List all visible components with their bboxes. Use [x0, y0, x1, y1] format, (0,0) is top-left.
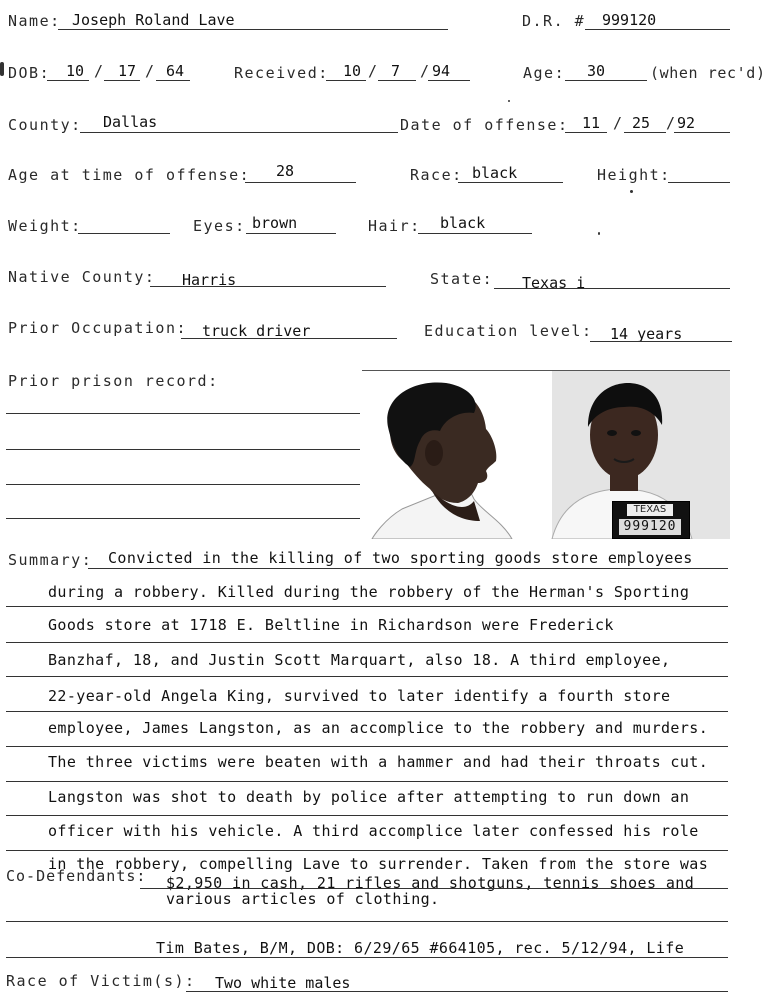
dob-day: 17 — [118, 62, 137, 80]
age-value: 30 — [587, 62, 606, 80]
summary-rule — [88, 568, 728, 569]
victims-line — [186, 991, 728, 992]
offense-day-line — [624, 132, 666, 133]
dob-slash-2: / — [145, 62, 156, 80]
height-label: Height: — [597, 166, 671, 184]
race-value: black — [472, 164, 518, 182]
native-county-value: Harris — [182, 271, 237, 289]
county-value: Dallas — [103, 113, 158, 131]
prior-line-3 — [6, 484, 360, 485]
summary-rule — [6, 676, 728, 677]
offense-month-line — [565, 132, 607, 133]
hair-value: black — [440, 214, 486, 232]
codefendants-rule — [140, 888, 728, 889]
summary-line: $2,950 in cash, 21 rifles and shotguns, tennis shoes and — [166, 874, 695, 892]
age-note: (when rec'd) — [650, 64, 766, 82]
received-day: 7 — [391, 62, 401, 80]
received-year: 94 — [432, 62, 451, 80]
summary-rule — [6, 781, 728, 782]
age-offense-value: 28 — [276, 162, 295, 180]
summary-line: 22-year-old Angela King, survived to later identify a fourth store — [48, 687, 671, 705]
education-value: 14 years — [610, 325, 683, 343]
summary-rule — [6, 711, 728, 712]
native-county-label: Native County: — [8, 268, 156, 286]
offense-slash-1: / — [613, 114, 624, 132]
summary-line: in the robbery, compelling Lave to surrender. Taken from the store was — [48, 855, 709, 873]
summary-line: Banzhaf, 18, and Justin Scott Marquart, also 18. A third employee, — [48, 651, 671, 669]
dob-month: 10 — [66, 62, 85, 80]
offense-day: 25 — [632, 114, 651, 132]
received-year-line — [428, 80, 470, 81]
dr-value: 999120 — [602, 11, 657, 29]
received-label: Received: — [234, 64, 329, 82]
scan-speck — [630, 190, 633, 193]
education-line — [590, 341, 732, 342]
offense-year: 92 — [677, 114, 696, 132]
codefendants-label: Co-Defendants: — [6, 867, 147, 885]
dob-slash-1: / — [94, 62, 105, 80]
summary-rule — [6, 815, 728, 816]
offense-month: 11 — [582, 114, 601, 132]
offense-slash-2: / — [666, 114, 677, 132]
victims-label: Race of Victim(s): — [6, 972, 196, 990]
name-value: Joseph Roland Lave — [72, 11, 235, 29]
weight-label: Weight: — [8, 217, 82, 235]
county-line — [80, 132, 398, 133]
received-month: 10 — [343, 62, 362, 80]
race-label: Race: — [410, 166, 463, 184]
summary-line: Goods store at 1718 E. Beltline in Richardson were Frederick — [48, 616, 614, 634]
summary-line: employee, James Langston, as an accomplice to the robbery and murders. — [48, 719, 709, 737]
summary-label: Summary: — [8, 551, 93, 569]
profile-portrait — [372, 382, 512, 539]
dob-year-line — [156, 80, 190, 81]
name-label: Name: — [8, 12, 61, 30]
eyes-value: brown — [252, 214, 298, 232]
codefendants-rule-2 — [6, 921, 728, 922]
state-label: State: — [430, 270, 494, 288]
summary-rule — [6, 606, 728, 607]
height-line — [668, 182, 730, 183]
received-day-line — [378, 80, 416, 81]
hair-label: Hair: — [368, 217, 421, 235]
placard-state: TEXAS — [627, 504, 673, 516]
age-offense-label: Age at time of offense: — [8, 166, 251, 184]
state-line — [494, 288, 730, 289]
summary-line: officer with his vehicle. A third accomplice later confessed his role — [48, 822, 699, 840]
prior-line-4 — [6, 518, 360, 519]
summary-rule — [6, 746, 728, 747]
victims-value: Two white males — [215, 974, 351, 992]
race-line — [458, 182, 563, 183]
dr-line — [585, 29, 730, 30]
summary-line: various articles of clothing. — [166, 890, 440, 908]
summary-line: during a robbery. Killed during the robbery of the Herman's Sporting — [48, 583, 690, 601]
placard-number: 999120 — [619, 519, 681, 535]
received-slash-1: / — [368, 62, 379, 80]
dob-label: DOB: — [8, 64, 51, 82]
mugshot-photo — [362, 370, 730, 539]
received-slash-2: / — [420, 62, 431, 80]
weight-line — [78, 233, 170, 234]
prior-line-2 — [6, 449, 360, 450]
codefendants-rule-3 — [6, 957, 728, 958]
age-offense-line — [245, 182, 356, 183]
summary-line: Langston was shot to death by police after attempting to run down an — [48, 788, 690, 806]
occupation-value: truck driver — [202, 322, 311, 340]
age-label: Age: — [523, 64, 566, 82]
prior-record-label: Prior prison record: — [8, 372, 219, 390]
native-county-line — [150, 286, 386, 287]
county-label: County: — [8, 116, 82, 134]
dob-day-line — [104, 80, 140, 81]
state-value: Texas i — [522, 274, 586, 292]
prior-line-1 — [6, 413, 360, 414]
name-line — [58, 29, 448, 30]
occupation-line — [181, 338, 397, 339]
scan-speck — [508, 100, 510, 102]
age-line — [565, 80, 647, 81]
scan-speck — [598, 232, 600, 235]
dob-year: 64 — [166, 62, 185, 80]
codefendants-value: Tim Bates, B/M, DOB: 6/29/65 #664105, rec. 5/12/94, Life — [156, 939, 685, 957]
id-placard — [612, 501, 690, 539]
eyes-line — [246, 233, 336, 234]
summary-line: The three victims were beaten with a hammer and had their throats cut. — [48, 753, 709, 771]
education-label: Education level: — [424, 322, 593, 340]
eyes-label: Eyes: — [193, 217, 246, 235]
summary-line: Convicted in the killing of two sporting goods store employees — [108, 549, 693, 567]
summary-rule — [6, 850, 728, 851]
hair-line — [418, 233, 532, 234]
offense-year-line — [674, 132, 730, 133]
scan-speck — [0, 62, 4, 76]
dob-month-line — [47, 80, 89, 81]
dr-label: D.R. # — [522, 12, 586, 30]
summary-rule — [6, 642, 728, 643]
offense-date-label: Date of offense: — [400, 116, 569, 134]
received-month-line — [326, 80, 366, 81]
occupation-label: Prior Occupation: — [8, 319, 188, 337]
